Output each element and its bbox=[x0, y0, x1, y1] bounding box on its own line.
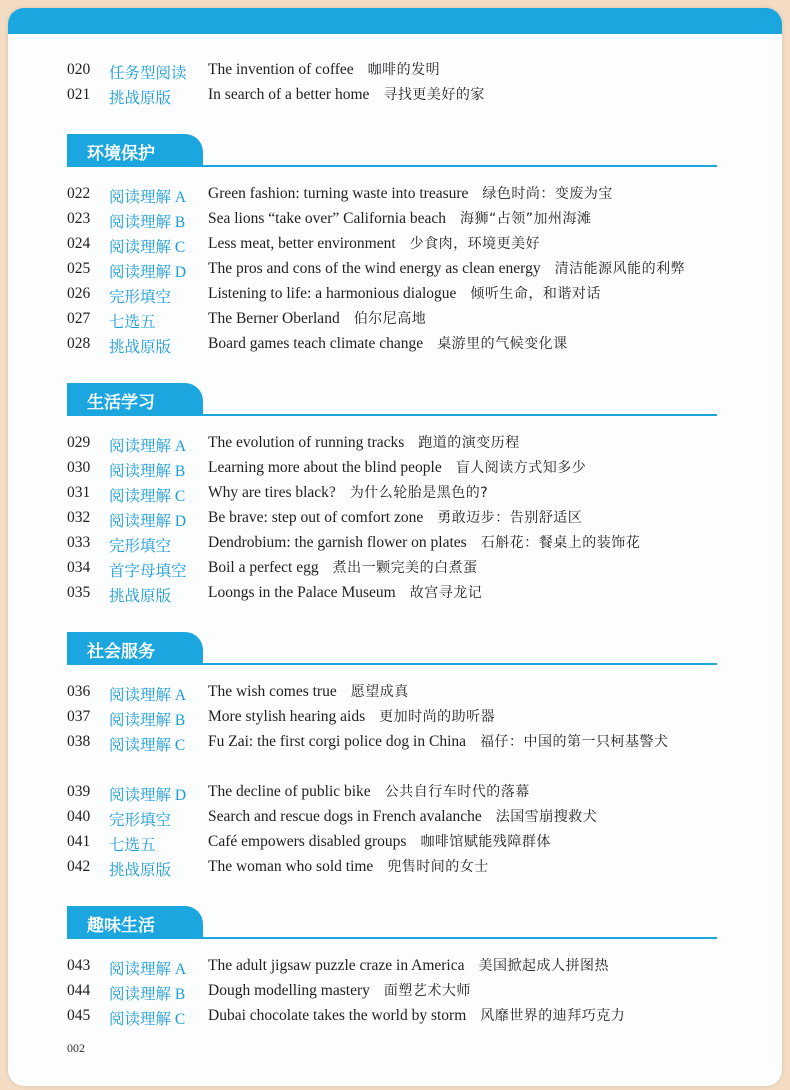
entry-type: 阅读理解 B bbox=[109, 463, 186, 480]
section-divider bbox=[67, 165, 717, 167]
entry-english-title: The evolution of running tracks bbox=[208, 434, 405, 451]
entry-type: 完形填空 bbox=[109, 538, 172, 555]
entry-type: 阅读理解 A bbox=[109, 438, 187, 455]
entry-chinese-title: 煮出一颗完美的白煮蛋 bbox=[332, 560, 478, 576]
section-divider bbox=[67, 414, 717, 416]
entry-number: 045 bbox=[67, 1007, 91, 1024]
entry-chinese-title: 倾听生命，和谐对话 bbox=[470, 286, 601, 302]
entry-chinese-title: 石斛花：餐桌上的装饰花 bbox=[480, 535, 641, 551]
entry-type: 七选五 bbox=[109, 314, 156, 331]
entry-number: 038 bbox=[67, 733, 91, 750]
entry-number: 040 bbox=[67, 808, 91, 825]
entry-chinese-title: 绿色时尚：变废为宝 bbox=[482, 186, 613, 202]
entry-title bbox=[208, 82, 728, 108]
entry-type: 阅读理解 D bbox=[109, 264, 187, 281]
section-title: 社会服务 bbox=[87, 642, 155, 662]
entry-number: 041 bbox=[67, 833, 91, 850]
entry-chinese-title: 法国雪崩搜救犬 bbox=[495, 809, 598, 825]
entry-english-title: The wish comes true bbox=[208, 683, 337, 700]
entry-type: 挑战原版 bbox=[109, 862, 172, 879]
entry-title bbox=[208, 679, 728, 705]
header-bar bbox=[8, 8, 782, 34]
toc-entry bbox=[8, 979, 782, 1004]
entry-number: 025 bbox=[67, 260, 91, 277]
entry-chinese-title: 盲人阅读方式知多少 bbox=[455, 460, 587, 476]
entry-number: 023 bbox=[67, 210, 91, 227]
entry-chinese-title: 勇敢迈步：告别舒适区 bbox=[437, 510, 583, 526]
entry-number: 031 bbox=[67, 484, 91, 501]
entry-chinese-title: 伯尔尼高地 bbox=[353, 311, 427, 327]
entry-type: 阅读理解 D bbox=[109, 787, 187, 804]
toc-entry bbox=[8, 207, 782, 232]
entry-number: 034 bbox=[67, 559, 91, 576]
entry-english-title: The woman who sold time bbox=[208, 858, 374, 875]
entry-number: 028 bbox=[67, 335, 91, 352]
entry-chinese-title: 兜售时间的女士 bbox=[387, 859, 489, 875]
toc-entry bbox=[8, 257, 782, 282]
entry-chinese-title: 福仔：中国的第一只柯基警犬 bbox=[480, 734, 669, 750]
toc-entry bbox=[8, 481, 782, 506]
entry-title bbox=[208, 580, 728, 606]
entry-english-title: Loongs in the Palace Museum bbox=[208, 584, 396, 601]
entry-type: 七选五 bbox=[109, 837, 156, 854]
entry-title bbox=[208, 779, 728, 805]
entry-chinese-title: 跑道的演变历程 bbox=[418, 435, 520, 451]
entry-english-title: More stylish hearing aids bbox=[208, 708, 366, 725]
entry-english-title: Boil a perfect egg bbox=[208, 559, 319, 576]
entry-number: 035 bbox=[67, 584, 91, 601]
entry-type: 挑战原版 bbox=[109, 339, 172, 356]
entry-english-title: Fu Zai: the first corgi police dog in China bbox=[208, 733, 467, 750]
entry-english-title: Green fashion: turning waste into treasure bbox=[208, 185, 469, 202]
entry-title bbox=[208, 505, 728, 531]
entry-type: 阅读理解 B bbox=[109, 214, 186, 231]
entry-number: 036 bbox=[67, 683, 91, 700]
entry-title bbox=[208, 455, 728, 481]
entry-english-title: Listening to life: a harmonious dialogue bbox=[208, 285, 457, 302]
entry-english-title: The decline of public bike bbox=[208, 783, 371, 800]
entry-title bbox=[208, 804, 728, 830]
entry-title bbox=[208, 555, 728, 581]
entry-title bbox=[208, 480, 728, 506]
entry-title bbox=[208, 231, 728, 257]
entry-english-title: Sea lions “take over” California beach bbox=[208, 210, 446, 227]
entry-type: 挑战原版 bbox=[109, 588, 172, 605]
entry-title bbox=[208, 256, 728, 282]
entry-type: 阅读理解 C bbox=[109, 1011, 186, 1028]
section-divider bbox=[67, 937, 717, 939]
entry-number: 021 bbox=[67, 86, 91, 103]
entry-english-title: Board games teach climate change bbox=[208, 335, 424, 352]
entry-english-title: In search of a better home bbox=[208, 86, 370, 103]
toc-entry bbox=[8, 232, 782, 257]
entry-type: 完形填空 bbox=[109, 812, 172, 829]
entry-number: 024 bbox=[67, 235, 91, 252]
entry-title bbox=[208, 953, 728, 979]
entry-chinese-title: 愿望成真 bbox=[350, 684, 409, 700]
entry-chinese-title: 为什么轮胎是黑色的? bbox=[349, 485, 489, 501]
entry-type: 阅读理解 A bbox=[109, 189, 187, 206]
toc-entry bbox=[8, 332, 782, 357]
entry-english-title: Learning more about the blind people bbox=[208, 459, 442, 476]
entry-type: 阅读理解 B bbox=[109, 986, 186, 1003]
section-header bbox=[8, 371, 782, 417]
entry-chinese-title: 咖啡馆赋能残障群体 bbox=[420, 834, 551, 850]
page-number: 002 bbox=[67, 1041, 85, 1055]
entry-type: 阅读理解 C bbox=[109, 488, 186, 505]
toc-entry bbox=[8, 780, 782, 805]
toc-entry bbox=[8, 1004, 782, 1029]
entry-title bbox=[208, 181, 728, 207]
entry-type: 阅读理解 C bbox=[109, 239, 186, 256]
toc-entry bbox=[8, 556, 782, 581]
entry-title bbox=[208, 729, 728, 755]
entry-chinese-title: 公共自行车时代的落幕 bbox=[384, 784, 530, 800]
entry-english-title: The Berner Oberland bbox=[208, 310, 340, 327]
entry-number: 043 bbox=[67, 957, 91, 974]
entry-english-title: Dubai chocolate takes the world by storm bbox=[208, 1007, 467, 1024]
table-of-contents bbox=[8, 58, 782, 1029]
entry-title bbox=[208, 978, 728, 1004]
entry-english-title: Less meat, better environment bbox=[208, 235, 396, 252]
section-tab bbox=[67, 383, 203, 415]
section-tab bbox=[67, 906, 203, 938]
entry-type: 阅读理解 D bbox=[109, 513, 187, 530]
toc-entry bbox=[8, 307, 782, 332]
entry-type: 挑战原版 bbox=[109, 90, 172, 107]
entry-english-title: Café empowers disabled groups bbox=[208, 833, 407, 850]
entry-number: 037 bbox=[67, 708, 91, 725]
toc-entry bbox=[8, 855, 782, 880]
entry-chinese-title: 寻找更美好的家 bbox=[383, 87, 485, 103]
entry-chinese-title: 面塑艺术大师 bbox=[383, 983, 471, 999]
entry-english-title: The adult jigsaw puzzle craze in America bbox=[208, 957, 465, 974]
toc-entry bbox=[8, 730, 782, 780]
entry-number: 026 bbox=[67, 285, 91, 302]
section-header bbox=[8, 894, 782, 940]
entry-number: 044 bbox=[67, 982, 91, 999]
entry-chinese-title: 美国掀起成人拼图热 bbox=[478, 958, 609, 974]
entry-chinese-title: 桌游里的气候变化课 bbox=[437, 336, 568, 352]
entry-chinese-title: 更加时尚的助听器 bbox=[379, 709, 496, 725]
section-tab bbox=[67, 134, 203, 166]
toc-entry bbox=[8, 282, 782, 307]
entry-type: 完形填空 bbox=[109, 289, 172, 306]
entry-english-title: The pros and cons of the wind energy as clean energy bbox=[208, 260, 541, 277]
entry-type: 首字母填空 bbox=[109, 563, 187, 580]
entry-number: 033 bbox=[67, 534, 91, 551]
toc-entry bbox=[8, 581, 782, 606]
toc-entry bbox=[8, 456, 782, 481]
entry-title bbox=[208, 1003, 728, 1029]
entry-number: 020 bbox=[67, 61, 91, 78]
toc-entry bbox=[8, 805, 782, 830]
book-page bbox=[8, 8, 782, 1086]
entry-title bbox=[208, 704, 728, 730]
entry-title bbox=[208, 57, 728, 83]
toc-entry bbox=[8, 954, 782, 979]
entry-title bbox=[208, 206, 728, 232]
entry-chinese-title: 风靡世界的迪拜巧克力 bbox=[480, 1008, 626, 1024]
entry-title bbox=[208, 281, 728, 307]
entry-title bbox=[208, 430, 728, 456]
toc-entry bbox=[8, 705, 782, 730]
entry-number: 042 bbox=[67, 858, 91, 875]
toc-entry bbox=[8, 83, 782, 108]
entry-english-title: The invention of coffee bbox=[208, 61, 354, 78]
toc-entry bbox=[8, 506, 782, 531]
toc-entry bbox=[8, 830, 782, 855]
entry-number: 027 bbox=[67, 310, 91, 327]
section-title: 环境保护 bbox=[87, 144, 155, 164]
entry-title bbox=[208, 530, 728, 556]
toc-entry bbox=[8, 531, 782, 556]
entry-title bbox=[208, 854, 728, 880]
entry-number: 029 bbox=[67, 434, 91, 451]
entry-title bbox=[208, 829, 728, 855]
entry-title bbox=[208, 306, 728, 332]
entry-english-title: Dough modelling mastery bbox=[208, 982, 370, 999]
entry-type: 阅读理解 B bbox=[109, 712, 186, 729]
toc-entry bbox=[8, 431, 782, 456]
entry-number: 032 bbox=[67, 509, 91, 526]
entry-type: 阅读理解 A bbox=[109, 687, 187, 704]
entry-type: 阅读理解 C bbox=[109, 737, 186, 754]
entry-english-title: Be brave: step out of comfort zone bbox=[208, 509, 424, 526]
section-title: 趣味生活 bbox=[87, 916, 155, 936]
entry-chinese-title: 故宫寻龙记 bbox=[409, 585, 483, 601]
section-header bbox=[8, 122, 782, 168]
entry-english-title: Why are tires black? bbox=[208, 484, 336, 501]
toc-entry bbox=[8, 182, 782, 207]
section-title: 生活学习 bbox=[87, 393, 155, 413]
entry-chinese-title: 咖啡的发明 bbox=[367, 62, 441, 78]
entry-english-title: Search and rescue dogs in French avalanche bbox=[208, 808, 482, 825]
entry-number: 022 bbox=[67, 185, 91, 202]
entry-title bbox=[208, 331, 728, 357]
entry-chinese-title: 少食肉，环境更美好 bbox=[409, 236, 541, 252]
entry-chinese-title: 清洁能源风能的利弊 bbox=[554, 261, 686, 277]
toc-entry bbox=[8, 680, 782, 705]
entry-number: 030 bbox=[67, 459, 91, 476]
toc-entry bbox=[8, 58, 782, 83]
section-tab bbox=[67, 632, 203, 664]
entry-type: 阅读理解 A bbox=[109, 961, 187, 978]
section-header bbox=[8, 620, 782, 666]
section-divider bbox=[67, 663, 717, 665]
entry-type: 任务型阅读 bbox=[109, 65, 187, 82]
entry-chinese-title: 海狮“占领”加州海滩 bbox=[460, 211, 592, 227]
entry-number: 039 bbox=[67, 783, 91, 800]
entry-english-title: Dendrobium: the garnish flower on plates bbox=[208, 534, 467, 551]
